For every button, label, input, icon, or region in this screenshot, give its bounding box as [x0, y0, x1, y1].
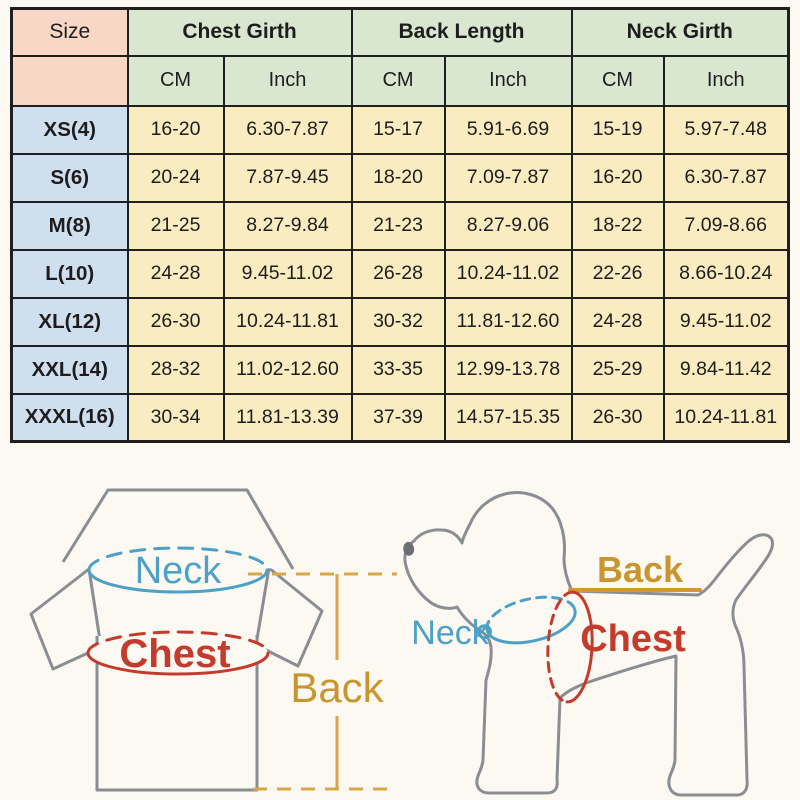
unit-header: CM [572, 56, 664, 106]
dog-back-label: Back [596, 549, 684, 590]
cell: 21-23 [352, 202, 445, 250]
cell: 8.27-9.06 [445, 202, 572, 250]
cell: 33-35 [352, 346, 445, 394]
cell: 16-20 [128, 106, 224, 154]
cell: 9.84-11.42 [664, 346, 789, 394]
dog-neck-label: Neck [411, 614, 489, 652]
cell: 21-25 [128, 202, 224, 250]
cell: 25-29 [572, 346, 664, 394]
back-length-header: Back Length [352, 9, 572, 56]
cell: 14.57-15.35 [445, 394, 572, 442]
table-row [12, 298, 789, 346]
cell: 10.24-11.81 [224, 298, 352, 346]
table-row [12, 394, 789, 442]
table-row [12, 346, 789, 394]
garment-neck-label: Neck [134, 550, 222, 592]
size-table [10, 7, 790, 443]
cell: 37-39 [352, 394, 445, 442]
cell: 18-22 [572, 202, 664, 250]
unit-header: Inch [445, 56, 572, 106]
chest-girth-header: Chest Girth [128, 9, 352, 56]
table-row [12, 154, 789, 202]
cell: 15-19 [572, 106, 664, 154]
measurement-diagram [0, 470, 800, 800]
size-label: XS(4) [12, 106, 128, 154]
cell: 9.45-11.02 [664, 298, 789, 346]
cell: 18-20 [352, 154, 445, 202]
neck-girth-header: Neck Girth [572, 9, 789, 56]
size-label: M(8) [12, 202, 128, 250]
cell: 20-24 [128, 154, 224, 202]
cell: 26-30 [128, 298, 224, 346]
size-label: L(10) [12, 250, 128, 298]
cell: 22-26 [572, 250, 664, 298]
cell: 30-32 [352, 298, 445, 346]
unit-header: CM [352, 56, 445, 106]
size-label: XXXL(16) [12, 394, 128, 442]
unit-header: Inch [224, 56, 352, 106]
cell: 5.97-7.48 [664, 106, 789, 154]
cell: 15-17 [352, 106, 445, 154]
size-label: S(6) [12, 154, 128, 202]
unit-header: CM [128, 56, 224, 106]
cell: 10.24-11.02 [445, 250, 572, 298]
cell: 10.24-11.81 [664, 394, 789, 442]
dog-chest-label: Chest [580, 618, 686, 660]
table-header-row [12, 9, 789, 56]
cell: 28-32 [128, 346, 224, 394]
cell: 7.87-9.45 [224, 154, 352, 202]
cell: 8.66-10.24 [664, 250, 789, 298]
cell: 12.99-13.78 [445, 346, 572, 394]
table-row [12, 202, 789, 250]
cell: 9.45-11.02 [224, 250, 352, 298]
cell: 5.91-6.69 [445, 106, 572, 154]
empty-corner-cell [12, 56, 128, 106]
dog-diagram [403, 493, 772, 795]
cell: 11.81-13.39 [224, 394, 352, 442]
size-label: XXL(14) [12, 346, 128, 394]
cell: 6.30-7.87 [664, 154, 789, 202]
table-row [12, 106, 789, 154]
cell: 26-30 [572, 394, 664, 442]
garment-chest-label: Chest [119, 632, 231, 676]
cell: 7.09-8.66 [664, 202, 789, 250]
unit-header-row [12, 56, 789, 106]
cell: 24-28 [128, 250, 224, 298]
cell: 11.81-12.60 [445, 298, 572, 346]
cell: 30-34 [128, 394, 224, 442]
cell: 7.09-7.87 [445, 154, 572, 202]
cell: 6.30-7.87 [224, 106, 352, 154]
cell: 11.02-12.60 [224, 346, 352, 394]
garment-back-label: Back [290, 664, 384, 711]
cell: 26-28 [352, 250, 445, 298]
size-label: XL(12) [12, 298, 128, 346]
cell: 16-20 [572, 154, 664, 202]
garment-diagram [31, 490, 397, 790]
size-header-cell: Size [12, 9, 128, 56]
cell: 24-28 [572, 298, 664, 346]
cell: 8.27-9.84 [224, 202, 352, 250]
unit-header: Inch [664, 56, 789, 106]
table-row [12, 250, 789, 298]
